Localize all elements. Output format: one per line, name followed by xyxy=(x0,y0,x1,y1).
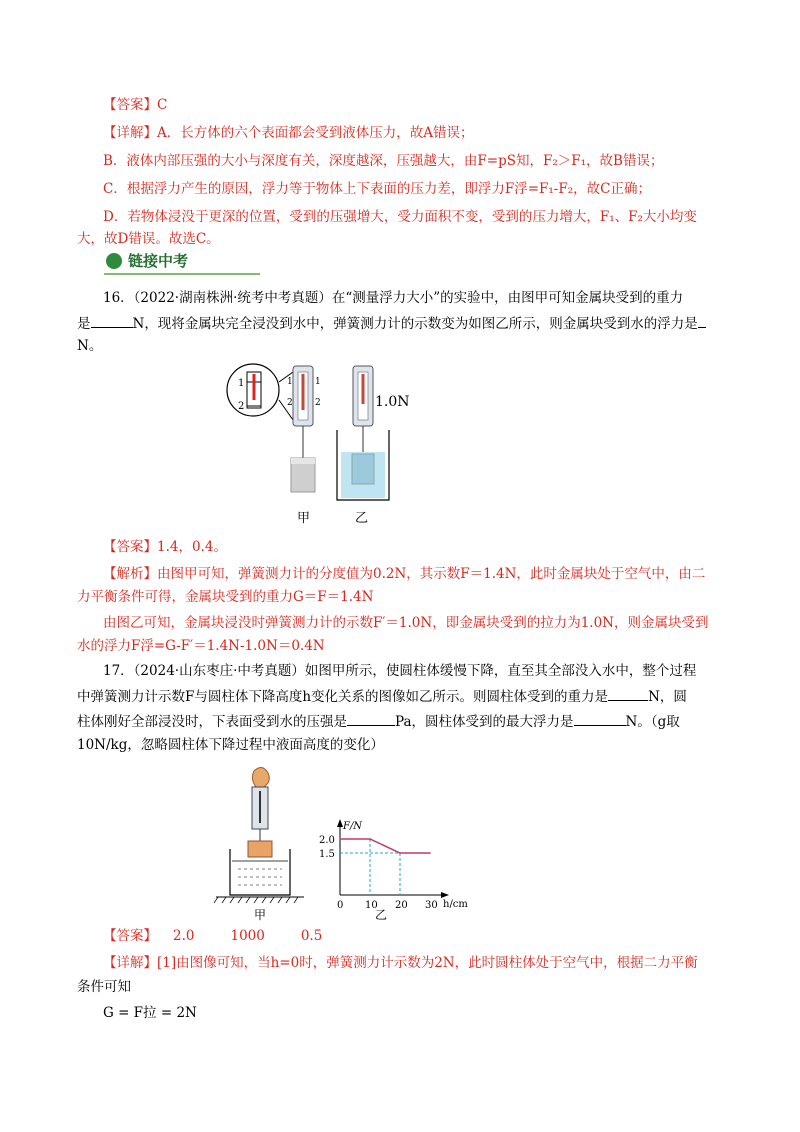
x-tick-label: 20 xyxy=(395,900,408,911)
caption-yi: 乙 xyxy=(355,511,369,526)
answer-value-3: 0.5 xyxy=(300,928,323,944)
q17-text: 柱体刚好全部浸没时，下表面受到水的压强是 xyxy=(77,714,347,730)
detail-15-c: C．根据浮力产生的原因，浮力等于物体上下表面的压力差，即浮力F浮=F₁-F₂，故C正确； xyxy=(103,181,651,197)
answer-value-1: 2.0 xyxy=(173,928,195,944)
x-arrow xyxy=(441,892,449,898)
q16-line3: N。 xyxy=(77,338,103,354)
detail-line: A．长方体的六个表面都会受到液体压力，故A错误； xyxy=(157,125,474,141)
blank xyxy=(347,711,395,726)
q17-text: N，圆 xyxy=(648,689,687,705)
q16-line1: 16．（2022·湖南株洲·统考中考真题）在“测量浮力大小”的实验中，由图甲可知金属块受到的重力 xyxy=(103,290,684,306)
analysis-line: 由图甲可知，弹簧测力计的分度值为0.2N，其示数F＝1.4N，此时金属块处于空气中，由二 xyxy=(157,566,706,582)
section-header xyxy=(104,249,260,275)
cylinder xyxy=(248,841,272,857)
data-point xyxy=(399,852,401,854)
detail-15-b: B．液体内部压强的大小与深度有关，深度越深，压强越大，由F=pS知，F₂＞F₁，故B错误； xyxy=(103,153,664,169)
x-axis-label: h/cm xyxy=(443,899,468,910)
section-title: 链接中考 xyxy=(128,252,189,270)
formula: G = F拉 = 2N xyxy=(103,1005,197,1021)
x-tick-label: 10 xyxy=(365,900,378,911)
q17-line2 xyxy=(77,686,687,707)
tick-1: 1 xyxy=(238,378,245,389)
blank xyxy=(608,686,648,701)
answer-tag: 【答案】 xyxy=(103,539,157,555)
series-line xyxy=(340,839,430,853)
metal-block-2 xyxy=(352,454,374,484)
blank xyxy=(91,313,133,328)
analysis-tag: 【解析】 xyxy=(103,566,157,582)
q17-text: N。（g取 xyxy=(625,714,680,730)
data-point xyxy=(339,838,341,840)
x-tick-label: 0 xyxy=(337,900,344,911)
tick-2: 2 xyxy=(238,401,245,412)
data-point xyxy=(369,838,371,840)
answer-value: C xyxy=(157,97,168,113)
q16-text: N，现将金属块完全浸没到水中，弹簧测力计的示数变为如图乙所示，则金属块受到水的浮力是 xyxy=(132,316,698,332)
svg-text:1: 1 xyxy=(315,377,321,387)
blank xyxy=(698,313,706,328)
answer-16 xyxy=(103,537,227,557)
detail-17-1 xyxy=(103,953,698,973)
svg-text:2: 2 xyxy=(315,398,321,408)
cylinder-apparatus xyxy=(210,765,310,925)
y-tick-label: 1.5 xyxy=(319,849,335,860)
q17-line1: 17．（2024·山东枣庄·中考真题）如图甲所示，使圆柱体缓慢下降，直至其全部没入水中，整个过程 xyxy=(103,663,697,679)
x-tick-label: 30 xyxy=(425,900,438,911)
data-point xyxy=(429,852,431,854)
answer-15 xyxy=(103,95,167,115)
answer-value: 1.4，0.4。 xyxy=(157,539,227,555)
analysis-16-2: 力平衡条件可得，金属块受到的重力G＝F＝1.4N xyxy=(77,589,374,605)
answer-value-2: 1000 xyxy=(230,928,265,944)
q17-text: 中弹簧测力计示数F与圆柱体下降高度h变化关系的图像如乙所示。则圆柱体受到的重力是 xyxy=(77,689,609,705)
bullet-icon xyxy=(106,253,122,269)
y-axis-label: F/N xyxy=(343,821,363,832)
analysis-16-4: 水的浮力F浮=G-F′＝1.4N-1.0N＝0.4N xyxy=(77,638,325,654)
detail-line: [1]由图像可知，当h=0时，弹簧测力计示数为2N，此时圆柱体处于空气中，根据二力平衡 xyxy=(157,955,698,971)
analysis-16-1 xyxy=(103,564,705,584)
q17-line3 xyxy=(77,711,680,732)
caption-yi: 乙 xyxy=(375,908,388,922)
answer-17 xyxy=(103,926,322,946)
reading-label: 1.0N xyxy=(375,394,410,410)
detail-tag: 【详解】 xyxy=(103,125,157,141)
detail-17-2: 条件可知 xyxy=(77,979,131,995)
detail-15-d2: 大，故D错误。故选C。 xyxy=(77,231,220,247)
blank xyxy=(574,711,626,726)
detail-15-a xyxy=(103,123,474,143)
svg-text:1: 1 xyxy=(287,377,293,387)
q16-line2 xyxy=(77,313,706,334)
q17-text: Pa，圆柱体受到的最大浮力是 xyxy=(395,714,574,730)
answer-tag: 【答案】 xyxy=(103,928,157,944)
y-tick-label: 2.0 xyxy=(319,835,335,846)
spring-scale-figure xyxy=(225,360,410,530)
answer-tag: 【答案】 xyxy=(103,97,157,113)
q17-line4: 10N/kg，忽略圆柱体下降过程中液面高度的变化） xyxy=(77,737,384,753)
force-height-chart xyxy=(315,815,475,925)
analysis-16-3: 由图乙可知，金属块浸没时弹簧测力计的示数F′＝1.0N，即金属块受到的拉力为1.0N，则金属块受到 xyxy=(103,615,709,631)
caption-jia: 甲 xyxy=(254,908,267,922)
caption-jia: 甲 xyxy=(297,511,311,526)
svg-text:2: 2 xyxy=(287,398,293,408)
detail-tag: 【详解】 xyxy=(103,955,157,971)
hand-icon xyxy=(252,767,269,787)
detail-15-d1: D．若物体浸没于更深的位置，受到的压强增大，受力面积不变，受到的压力增大，F₁、F₂大小均变 xyxy=(103,209,697,225)
q16-text: 是 xyxy=(77,316,91,332)
